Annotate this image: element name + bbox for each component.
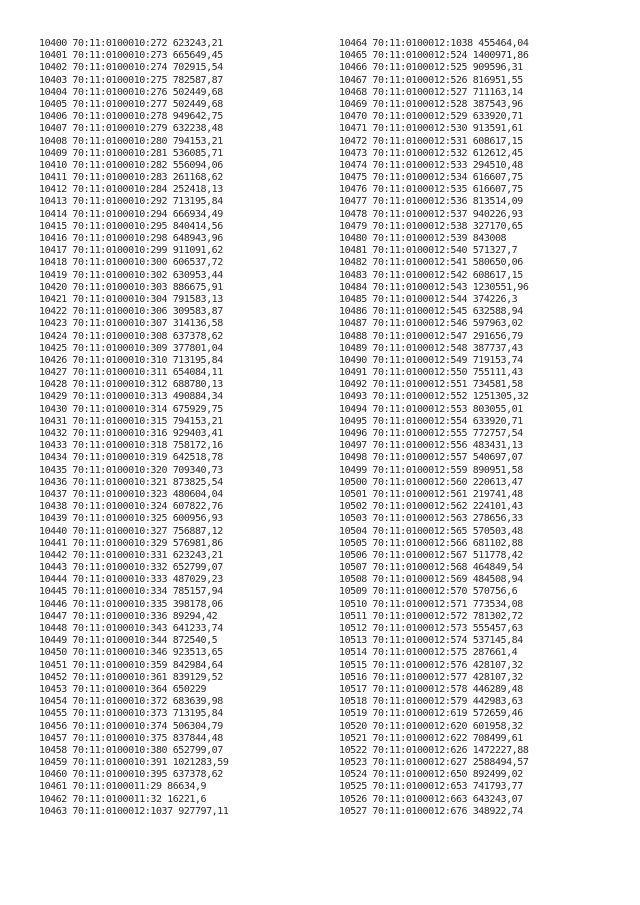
list-item: 10498 70:11:0100012:557 540697,07 — [339, 452, 523, 464]
list-item: 10403 70:11:0100010:275 782587,87 — [39, 74, 223, 86]
list-item: 10490 70:11:0100012:549 719153,74 — [339, 354, 523, 366]
list-item: 10459 70:11:0100010:391 1021283,59 — [39, 757, 229, 769]
list-item: 10523 70:11:0100012:627 2588494,57 — [339, 757, 529, 769]
list-item: 10417 70:11:0100010:299 911091,62 — [39, 245, 223, 257]
list-item: 10497 70:11:0100012:556 483431,13 — [339, 440, 523, 452]
list-item: 10440 70:11:0100010:327 756887,12 — [39, 525, 223, 537]
list-item: 10527 70:11:0100012:676 348922,74 — [339, 805, 523, 817]
list-item: 10401 70:11:0100010:273 665649,45 — [39, 50, 223, 62]
list-item: 10472 70:11:0100012:531 608617,15 — [339, 135, 523, 147]
list-item: 10521 70:11:0100012:622 708499,61 — [339, 732, 523, 744]
list-item: 10454 70:11:0100010:372 683639,98 — [39, 696, 223, 708]
list-item: 10479 70:11:0100012:538 327170,65 — [339, 220, 523, 232]
list-item: 10517 70:11:0100012:578 446289,48 — [339, 683, 523, 695]
list-item: 10471 70:11:0100012:530 913591,61 — [339, 123, 523, 135]
list-item: 10524 70:11:0100012:650 892499,02 — [339, 769, 523, 781]
list-item: 10467 70:11:0100012:526 816951,55 — [339, 74, 523, 86]
list-item: 10474 70:11:0100012:533 294510,48 — [339, 159, 523, 171]
list-item: 10480 70:11:0100012:539 843008 — [339, 233, 507, 244]
list-item: 10437 70:11:0100010:323 480604,04 — [39, 488, 223, 500]
list-item: 10515 70:11:0100012:576 428107,32 — [339, 659, 523, 671]
list-item: 10509 70:11:0100012:570 570756,6 — [339, 586, 518, 598]
list-item: 10418 70:11:0100010:300 606537,72 — [39, 257, 223, 269]
list-item: 10428 70:11:0100010:312 688780,13 — [39, 379, 223, 391]
list-item: 10461 70:11:0100011:29 86634,9 — [39, 781, 207, 793]
list-item: 10496 70:11:0100012:555 772757,54 — [339, 428, 523, 439]
list-item: 10408 70:11:0100010:280 794153,21 — [39, 135, 223, 147]
list-item: 10435 70:11:0100010:320 709340,73 — [39, 464, 223, 476]
list-item: 10500 70:11:0100012:560 220613,47 — [339, 476, 523, 488]
list-item: 10455 70:11:0100010:373 713195,84 — [39, 708, 223, 720]
list-item: 10426 70:11:0100010:310 713195,84 — [39, 354, 223, 366]
list-item: 10514 70:11:0100012:575 287661,4 — [339, 647, 518, 659]
list-item: 10519 70:11:0100012:619 572659,46 — [339, 708, 523, 720]
list-item: 10469 70:11:0100012:528 387543,96 — [339, 98, 523, 110]
list-item: 10446 70:11:0100010:335 398178,06 — [39, 598, 223, 610]
list-item: 10485 70:11:0100012:544 374226,3 — [339, 293, 518, 305]
list-item: 10495 70:11:0100012:554 633920,71 — [339, 415, 523, 427]
list-item: 10473 70:11:0100012:532 612612,45 — [339, 147, 523, 159]
list-item: 10501 70:11:0100012:561 219741,48 — [339, 488, 523, 500]
list-item: 10510 70:11:0100012:571 773534,08 — [339, 598, 523, 610]
list-item: 10445 70:11:0100010:334 785157,94 — [39, 586, 223, 598]
list-item: 10470 70:11:0100012:529 633920,71 — [339, 111, 523, 123]
list-item: 10522 70:11:0100012:626 1472227,88 — [339, 744, 529, 756]
list-item: 10502 70:11:0100012:562 224101,43 — [339, 501, 523, 513]
list-item: 10419 70:11:0100010:302 630953,44 — [39, 269, 223, 281]
list-item: 10512 70:11:0100012:573 555457,63 — [339, 623, 523, 634]
right-column — [339, 38, 528, 818]
list-item: 10482 70:11:0100012:541 580650,06 — [339, 257, 523, 269]
list-item: 10457 70:11:0100010:375 837844,48 — [39, 732, 223, 744]
list-item: 10416 70:11:0100010:298 648943,96 — [39, 233, 223, 244]
list-item: 10486 70:11:0100012:545 632588,94 — [339, 306, 523, 318]
list-item: 10410 70:11:0100010:282 556094,06 — [39, 159, 223, 171]
list-item: 10447 70:11:0100010:336 89294,42 — [39, 610, 218, 622]
list-item: 10483 70:11:0100012:542 608617,15 — [339, 269, 523, 281]
list-item: 10400 70:11:0100010:272 623243,21 — [39, 38, 223, 49]
list-item: 10443 70:11:0100010:332 652799,07 — [39, 562, 223, 574]
list-item: 10404 70:11:0100010:276 502449,68 — [39, 86, 223, 98]
list-item: 10421 70:11:0100010:304 791583,13 — [39, 293, 223, 305]
list-item: 10508 70:11:0100012:569 484508,94 — [339, 574, 523, 586]
left-column — [39, 38, 228, 818]
list-item: 10452 70:11:0100010:361 839129,52 — [39, 671, 223, 683]
list-item: 10464 70:11:0100012:1038 455464,04 — [339, 38, 529, 49]
list-item: 10442 70:11:0100010:331 623243,21 — [39, 549, 223, 561]
list-item: 10518 70:11:0100012:579 442983,63 — [339, 696, 523, 708]
list-item: 10526 70:11:0100012:663 643243,07 — [339, 793, 523, 805]
list-item: 10449 70:11:0100010:344 872540,5 — [39, 635, 218, 647]
list-item: 10513 70:11:0100012:574 537145,84 — [339, 635, 523, 647]
list-item: 10406 70:11:0100010:278 949642,75 — [39, 111, 223, 123]
list-item: 10444 70:11:0100010:333 487029,23 — [39, 574, 223, 586]
list-item: 10427 70:11:0100010:311 654084,11 — [39, 367, 223, 379]
list-item: 10451 70:11:0100010:359 842984,64 — [39, 659, 223, 671]
list-item: 10420 70:11:0100010:303 886675,91 — [39, 281, 223, 293]
list-item: 10492 70:11:0100012:551 734581,58 — [339, 379, 523, 391]
list-item: 10476 70:11:0100012:535 616607,75 — [339, 184, 523, 196]
list-item: 10439 70:11:0100010:325 600956,93 — [39, 513, 223, 525]
list-item: 10499 70:11:0100012:559 890951,58 — [339, 464, 523, 476]
list-item: 10422 70:11:0100010:306 309583,87 — [39, 306, 223, 318]
list-item: 10431 70:11:0100010:315 794153,21 — [39, 415, 223, 427]
list-item: 10503 70:11:0100012:563 278656,33 — [339, 513, 523, 525]
list-item: 10487 70:11:0100012:546 597963,02 — [339, 318, 523, 330]
list-item: 10415 70:11:0100010:295 840414,56 — [39, 220, 223, 232]
list-item: 10525 70:11:0100012:653 741793,77 — [339, 781, 523, 793]
list-item: 10453 70:11:0100010:364 650229 — [39, 683, 207, 695]
list-item: 10506 70:11:0100012:567 511778,42 — [339, 549, 523, 561]
list-item: 10511 70:11:0100012:572 781302,72 — [339, 610, 523, 622]
list-item: 10491 70:11:0100012:550 755111,43 — [339, 367, 523, 379]
list-item: 10436 70:11:0100010:321 873825,54 — [39, 476, 223, 488]
list-item: 10433 70:11:0100010:318 758172,16 — [39, 440, 223, 452]
list-item: 10413 70:11:0100010:292 713195,84 — [39, 196, 223, 208]
list-item: 10488 70:11:0100012:547 291656,79 — [339, 330, 523, 342]
list-item: 10434 70:11:0100010:319 642518,78 — [39, 452, 223, 464]
list-item: 10423 70:11:0100010:307 314136,58 — [39, 318, 223, 330]
list-item: 10516 70:11:0100012:577 428107,32 — [339, 671, 523, 683]
list-item: 10424 70:11:0100010:308 637378,62 — [39, 330, 223, 342]
list-item: 10441 70:11:0100010:329 576981,86 — [39, 537, 223, 549]
list-item: 10412 70:11:0100010:284 252418,13 — [39, 184, 223, 196]
list-item: 10494 70:11:0100012:553 803055,01 — [339, 403, 523, 415]
list-item: 10432 70:11:0100010:316 929403,41 — [39, 428, 223, 439]
list-item: 10438 70:11:0100010:324 607822,76 — [39, 501, 223, 513]
list-item: 10493 70:11:0100012:552 1251305,32 — [339, 391, 529, 403]
list-item: 10481 70:11:0100012:540 571327,7 — [339, 245, 518, 257]
list-item: 10405 70:11:0100010:277 502449,68 — [39, 98, 223, 110]
list-item: 10468 70:11:0100012:527 711163,14 — [339, 86, 523, 98]
list-item: 10460 70:11:0100010:395 637378,62 — [39, 769, 223, 781]
list-item: 10475 70:11:0100012:534 616607,75 — [339, 172, 523, 184]
list-item: 10462 70:11:0100011:32 16221,6 — [39, 793, 207, 805]
list-item: 10489 70:11:0100012:548 387737,43 — [339, 342, 523, 354]
list-item: 10458 70:11:0100010:380 652799,07 — [39, 744, 223, 756]
list-item: 10465 70:11:0100012:524 1400971,86 — [339, 50, 529, 62]
list-item: 10520 70:11:0100012:620 601958,32 — [339, 720, 523, 732]
list-item: 10478 70:11:0100012:537 940226,93 — [339, 208, 523, 220]
list-item: 10414 70:11:0100010:294 666934,49 — [39, 208, 223, 220]
list-item: 10430 70:11:0100010:314 675929,75 — [39, 403, 223, 415]
list-item: 10409 70:11:0100010:281 536085,71 — [39, 147, 223, 159]
list-item: 10505 70:11:0100012:566 681102,88 — [339, 537, 523, 549]
list-item: 10425 70:11:0100010:309 377801,04 — [39, 342, 223, 354]
list-item: 10429 70:11:0100010:313 490884,34 — [39, 391, 223, 403]
list-item: 10448 70:11:0100010:343 641233,74 — [39, 623, 223, 634]
list-item: 10407 70:11:0100010:279 632238,48 — [39, 123, 223, 135]
list-item: 10456 70:11:0100010:374 506304,79 — [39, 720, 223, 732]
list-item: 10484 70:11:0100012:543 1230551,96 — [339, 281, 529, 293]
list-item: 10450 70:11:0100010:346 923513,65 — [39, 647, 223, 659]
list-item: 10477 70:11:0100012:536 813514,09 — [339, 196, 523, 208]
list-item: 10463 70:11:0100012:1037 927797,11 — [39, 805, 229, 817]
list-item: 10507 70:11:0100012:568 464849,54 — [339, 562, 523, 574]
list-item: 10466 70:11:0100012:525 909596,31 — [339, 62, 523, 74]
list-item: 10504 70:11:0100012:565 570503,48 — [339, 525, 523, 537]
list-item: 10402 70:11:0100010:274 702915,54 — [39, 62, 223, 74]
list-item: 10411 70:11:0100010:283 261168,62 — [39, 172, 223, 184]
